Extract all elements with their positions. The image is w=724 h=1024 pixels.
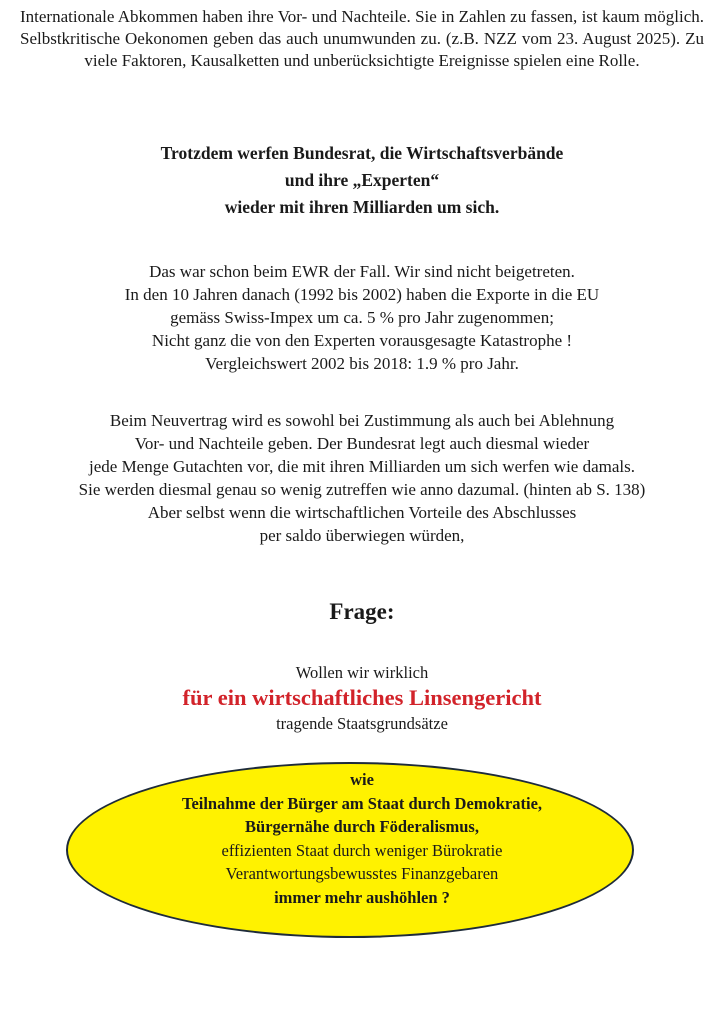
paragraph-line: per saldo überwiegen würden, — [259, 526, 465, 545]
ellipse-line: Verantwortungsbewusstes Finanzgebaren — [225, 864, 499, 883]
ellipse-line: Teilnahme der Bürger am Staat durch Demokratie, — [181, 793, 543, 813]
question-highlight: für ein wirtschaftliches Linsengericht — [182, 685, 542, 710]
ellipse-text — [66, 768, 658, 909]
neuvertrag-paragraph — [0, 409, 724, 547]
paragraph-line: Beim Neuvertrag wird es sowohl bei Zustimmung als auch bei Ablehnung — [109, 411, 615, 430]
paragraph-line: In den 10 Jahren danach (1992 bis 2002) haben die Exporte in die EU — [124, 285, 600, 304]
paragraph-line: Nicht ganz die von den Experten vorausgesagte Katastrophe ! — [151, 331, 573, 350]
headline — [0, 140, 724, 221]
headline-line: und ihre „Experten“ — [284, 170, 440, 190]
paragraph-line: Sie werden diesmal genau so wenig zutreffen wie anno dazumal. (hinten ab S. 138) — [78, 480, 646, 499]
paragraph-line: gemäss Swiss-Impex um ca. 5 % pro Jahr zugenommen; — [170, 308, 554, 327]
question-heading: Frage: — [329, 599, 395, 624]
ellipse-line: Bürgernähe durch Föderalismus, — [245, 817, 479, 836]
ellipse-line: effizienten Staat durch weniger Bürokratie — [221, 840, 503, 860]
ellipse-line: immer mehr aushöhlen ? — [274, 887, 450, 907]
paragraph-line: Das war schon beim EWR der Fall. Wir sind nicht beigetreten. — [149, 262, 575, 281]
question-intro: Wollen wir wirklich — [295, 663, 429, 682]
question-subline: tragende Staatsgrundsätze — [276, 714, 448, 733]
ewr-paragraph — [0, 260, 724, 375]
paragraph-line: Vor- und Nachteile geben. Der Bundesrat legt auch diesmal wieder — [134, 434, 590, 453]
paragraph-line: jede Menge Gutachten vor, die mit ihren Milliarden um sich werfen wie damals. — [89, 457, 635, 476]
intro-paragraph: Internationale Abkommen haben ihre Vor- und Nachteile. Sie in Zahlen zu fassen, ist kaum möglich. Selbstkritische Oekonomen geben das auch unumwunden zu. (z.B. NZZ vom 23. August 2025). Zu viele Faktoren, Kausalketten und unberücksichtigte Ereignisse spielen eine Rolle. — [20, 7, 704, 70]
headline-line: wieder mit ihren Milliarden um sich. — [224, 197, 500, 217]
paragraph-line: Aber selbst wenn die wirtschaftlichen Vorteile des Abschlusses — [147, 503, 577, 522]
paragraph-line: Vergleichswert 2002 bis 2018: 1.9 % pro Jahr. — [205, 354, 519, 373]
headline-line: Trotzdem werfen Bundesrat, die Wirtschaftsverbände — [160, 143, 564, 163]
ellipse-line: wie — [350, 770, 374, 789]
